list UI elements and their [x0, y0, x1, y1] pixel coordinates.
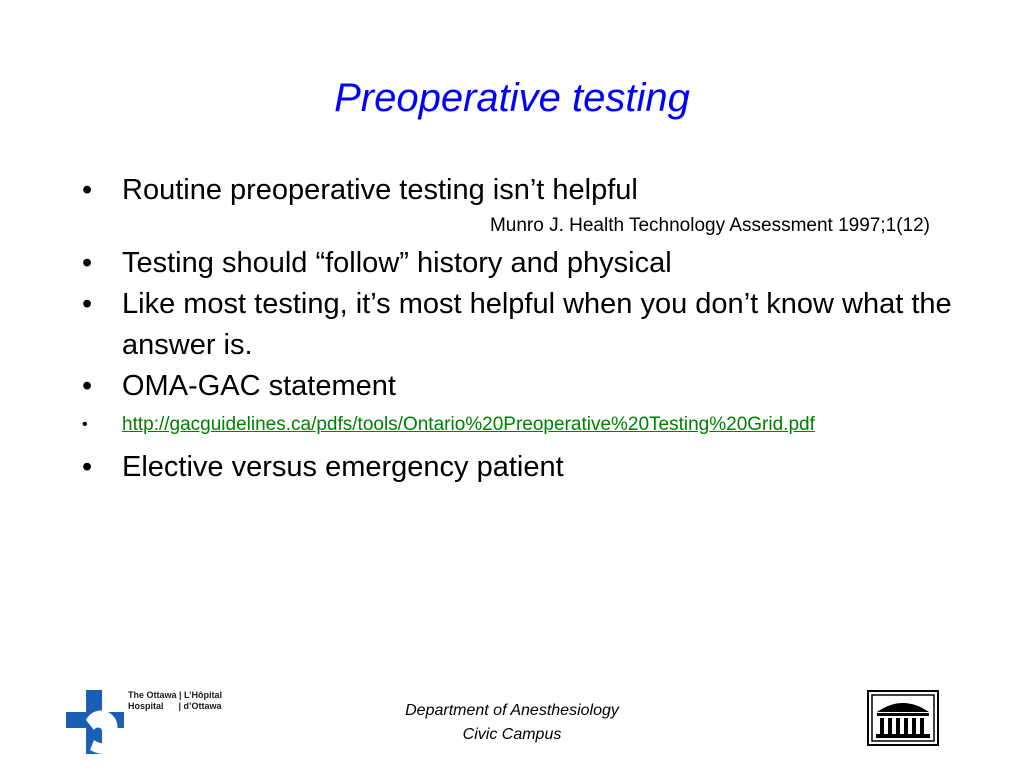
bullet-list [82, 170, 952, 488]
logo-en-line1: The Ottawa [128, 690, 177, 700]
bullet-item [82, 243, 952, 284]
bullet-marker: • [82, 416, 88, 433]
logo-fr-line1: L’Hôpital [184, 690, 223, 700]
bullet-item-link [82, 413, 952, 437]
bullet-item [82, 284, 952, 366]
page-title: Preoperative testing [334, 76, 690, 120]
bullet-marker: • [82, 288, 93, 320]
bullet-text: OMA-GAC statement [122, 370, 396, 402]
logo-en-line2: Hospital [128, 701, 164, 711]
bullet-item [82, 366, 952, 407]
bullet-marker: • [82, 370, 93, 402]
bullet-marker: • [82, 451, 93, 483]
bullet-text: Like most testing, it’s most helpful when you don’t know what the answer is. [122, 288, 952, 361]
bullet-item [82, 170, 952, 211]
footer-line1: Department of Anesthesiology [405, 702, 619, 719]
university-logo [867, 690, 939, 746]
bullet-marker: • [82, 247, 93, 279]
bullet-text: Elective versus emergency patient [122, 451, 564, 483]
university-building-logo-icon [867, 690, 939, 746]
bullet-text: Testing should “follow” history and physical [122, 247, 672, 279]
bullet-item [82, 447, 952, 488]
guideline-link[interactable]: http://gacguidelines.ca/pdfs/tools/Ontario%20Preoperative%20Testing%20Grid.pdf [122, 414, 815, 435]
logo-fr-line2: d’Ottawa [183, 701, 222, 711]
citation-text: Munro J. Health Technology Assessment 1997;1(12) [489, 215, 930, 236]
footer-line2: Civic Campus [462, 726, 562, 743]
logo-wordmark: The Ottawa | L’Hôpital Hospital | d’Ottawa [128, 690, 223, 711]
bullet-text: Routine preoperative testing isn’t helpful [122, 174, 638, 206]
bullet-marker: • [82, 174, 93, 206]
